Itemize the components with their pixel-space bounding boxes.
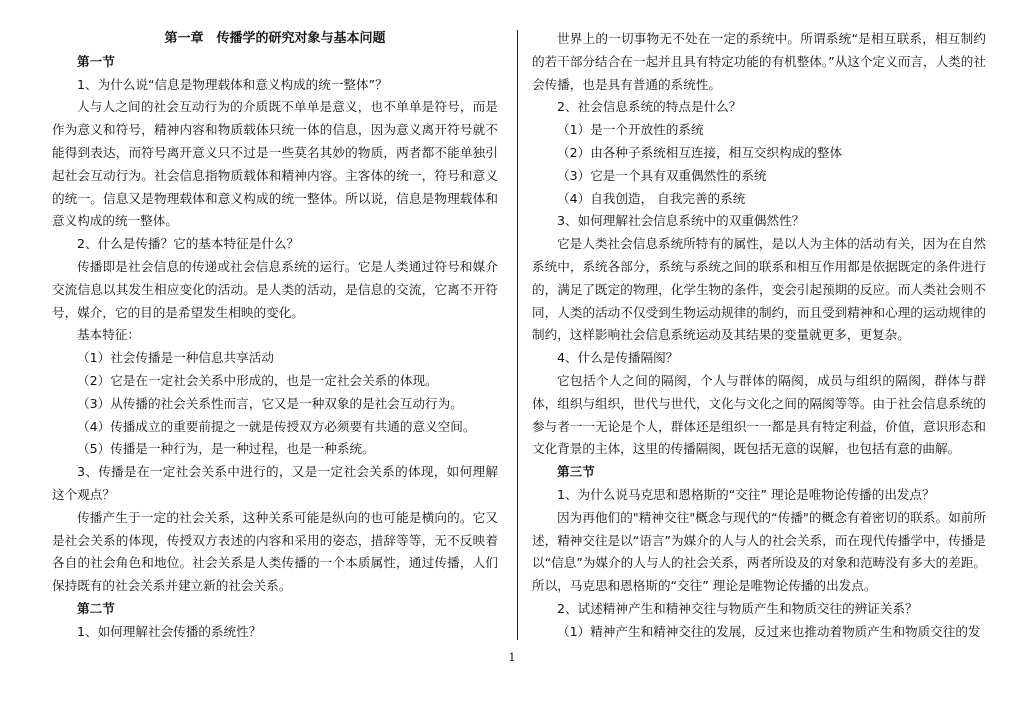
section3-question-2: 2、试述精神产生和精神交往与物质产生和物质交往的辨证关系？ [557, 600, 918, 616]
question-2: 2、什么是传播？它的基本特征是什么？ [77, 236, 300, 252]
section3-answer-1: 因为再他们的"精神交往"概念与现代的“传播"的概念有着密切的联系。如前所述，精神交往是以“语言”为媒介的人与人的社会关系，而在现代传播学中，传播是以“信息”为媒介的人与人的社会关系，两者所设及的对象和范畴没有多大的差距。所以，马克思和恩格斯的“交往” 理论是唯物论传播的出发点。 [532, 509, 986, 594]
answer-4-barrier: 它包括个人之间的隔阂，个人与群体的隔阂，成员与组织的隔阂，群体与群体，组织与组织，世代与世代，文化与文化之间的隔阂等等。由于社会信息系统的参与者一一无论是个人，群体还是组织一一都是具有特定利益，价值，意识形态和文化背景的主体，这里的传播隔阂，既包括无意的误解，也包括有意的曲解。 [532, 372, 986, 457]
trait-item: （1）是一个开放性的系统 [557, 122, 704, 138]
section-heading-2: 第二节 [77, 600, 115, 616]
question-4-barrier: 4、什么是传播隔阂？ [557, 350, 679, 366]
system-paragraph: 世界上的一切事物无不处在一定的系统中。所谓系统“是相互联系，相互制约的若干部分结合在一起并且具有特定功能的有机整体。”从这个定义而言，人类的社会传播，也是具有普通的系统性。 [532, 31, 986, 92]
question-2-system: 2、社会信息系统的特点是什么？ [557, 99, 742, 115]
left-column [52, 28, 498, 644]
chapter-title: 第一章 传播学的研究对象与基本问题 [164, 31, 386, 46]
section-heading-3: 第三节 [557, 464, 595, 480]
column-divider [517, 30, 518, 640]
question-3-contingency: 3、如何理解社会信息系统中的双重偶然性？ [557, 213, 805, 229]
trait-item: （4）自我创造， 自我完善的系统 [557, 190, 746, 206]
section3-question-1: 1、为什么说马克思和恩格斯的“交往” 理论是唯物论传播的出发点？ [557, 486, 935, 502]
question-1: 1、为什么说“信息是物理载体和意义构成的统一整体”？ [77, 76, 388, 92]
section2-question-1: 1、如何理解社会传播的系统性？ [77, 623, 262, 639]
feature-item: （3）从传播的社会关系性而言，它又是一种双象的是社会互动行为。 [77, 395, 463, 411]
answer-3: 传播产生于一定的社会关系，这种关系可能是纵向的也可能是横向的。它又是社会关系的体现，传授双方表述的内容和采用的姿态，措辞等等，无不反映着各自的社会角色和地位。社会关系是人类传播的一个本质属性，通过传播，人们保持既有的社会关系并建立新的社会关系。 [52, 509, 498, 594]
question-3: 3、传播是在一定社会关系中进行的，又是一定社会关系的体现，如何理解这个观点？ [52, 464, 498, 502]
page-number: 1 [508, 651, 516, 664]
right-column [532, 28, 986, 644]
section3-item-1: （1）精神产生和精神交往的发展，反过来也推动着物质产生和物质交往的发 [557, 623, 981, 639]
feature-item: （2）它是在一定社会关系中形成的，也是一定社会关系的体现。 [77, 372, 438, 388]
features-label: 基本特征： [77, 327, 140, 343]
section-heading-1: 第一节 [77, 53, 115, 69]
answer-2: 传播即是社会信息的传递或社会信息系统的运行。它是人类通过符号和媒介交流信息以其发生相应变化的活动。是人类的活动，是信息的交流，它离不开符号，媒介，它的目的是希望发生相映的变化。 [52, 258, 498, 320]
answer-1: 人与人之间的社会互动行为的介质既不单单是意义，也不单单是符号，而是作为意义和符号，精神内容和物质载体只统一体的信息，因为意义离开符号就不能得到表达，而符号离开意义只不过是一些莫名其妙的物质，两者都不能单独引起社会互动行为。社会信息指物质载体和精神内容。主客体的统一，符号和意义的统一。信息又是物理载体和意义构成的统一整体。所以说，信息是物理载体和意义构成的统一整体。 [52, 99, 498, 229]
trait-item: （3）它是一个具有双重偶然性的系统 [557, 167, 767, 183]
trait-item: （2）由各种子系统相互连接，相互交织构成的整体 [557, 144, 843, 160]
feature-item: （4）传播成立的重要前提之一就是传授双方必须要有共通的意义空间。 [77, 418, 476, 434]
feature-item: （1）社会传播是一种信息共享活动 [77, 350, 274, 366]
answer-3-contingency: 它是人类社会信息系统所特有的属性，是以人为主体的活动有关，因为在自然系统中，系统各部分，系统与系统之间的联系和相互作用都是依据既定的条件进行的，满足了既定的物理，化学生物的条件，变会引起预期的反应。而人类社会则不同，人类的活动不仅受到生物运动规律的制约，而且受到精神和心理的运动规律的制约，这样影响社会信息系统运动及其结果的变量就更多，更复杂。 [532, 236, 986, 343]
feature-item: （5）传播是一种行为，是一种过程，也是一种系统。 [77, 441, 375, 457]
